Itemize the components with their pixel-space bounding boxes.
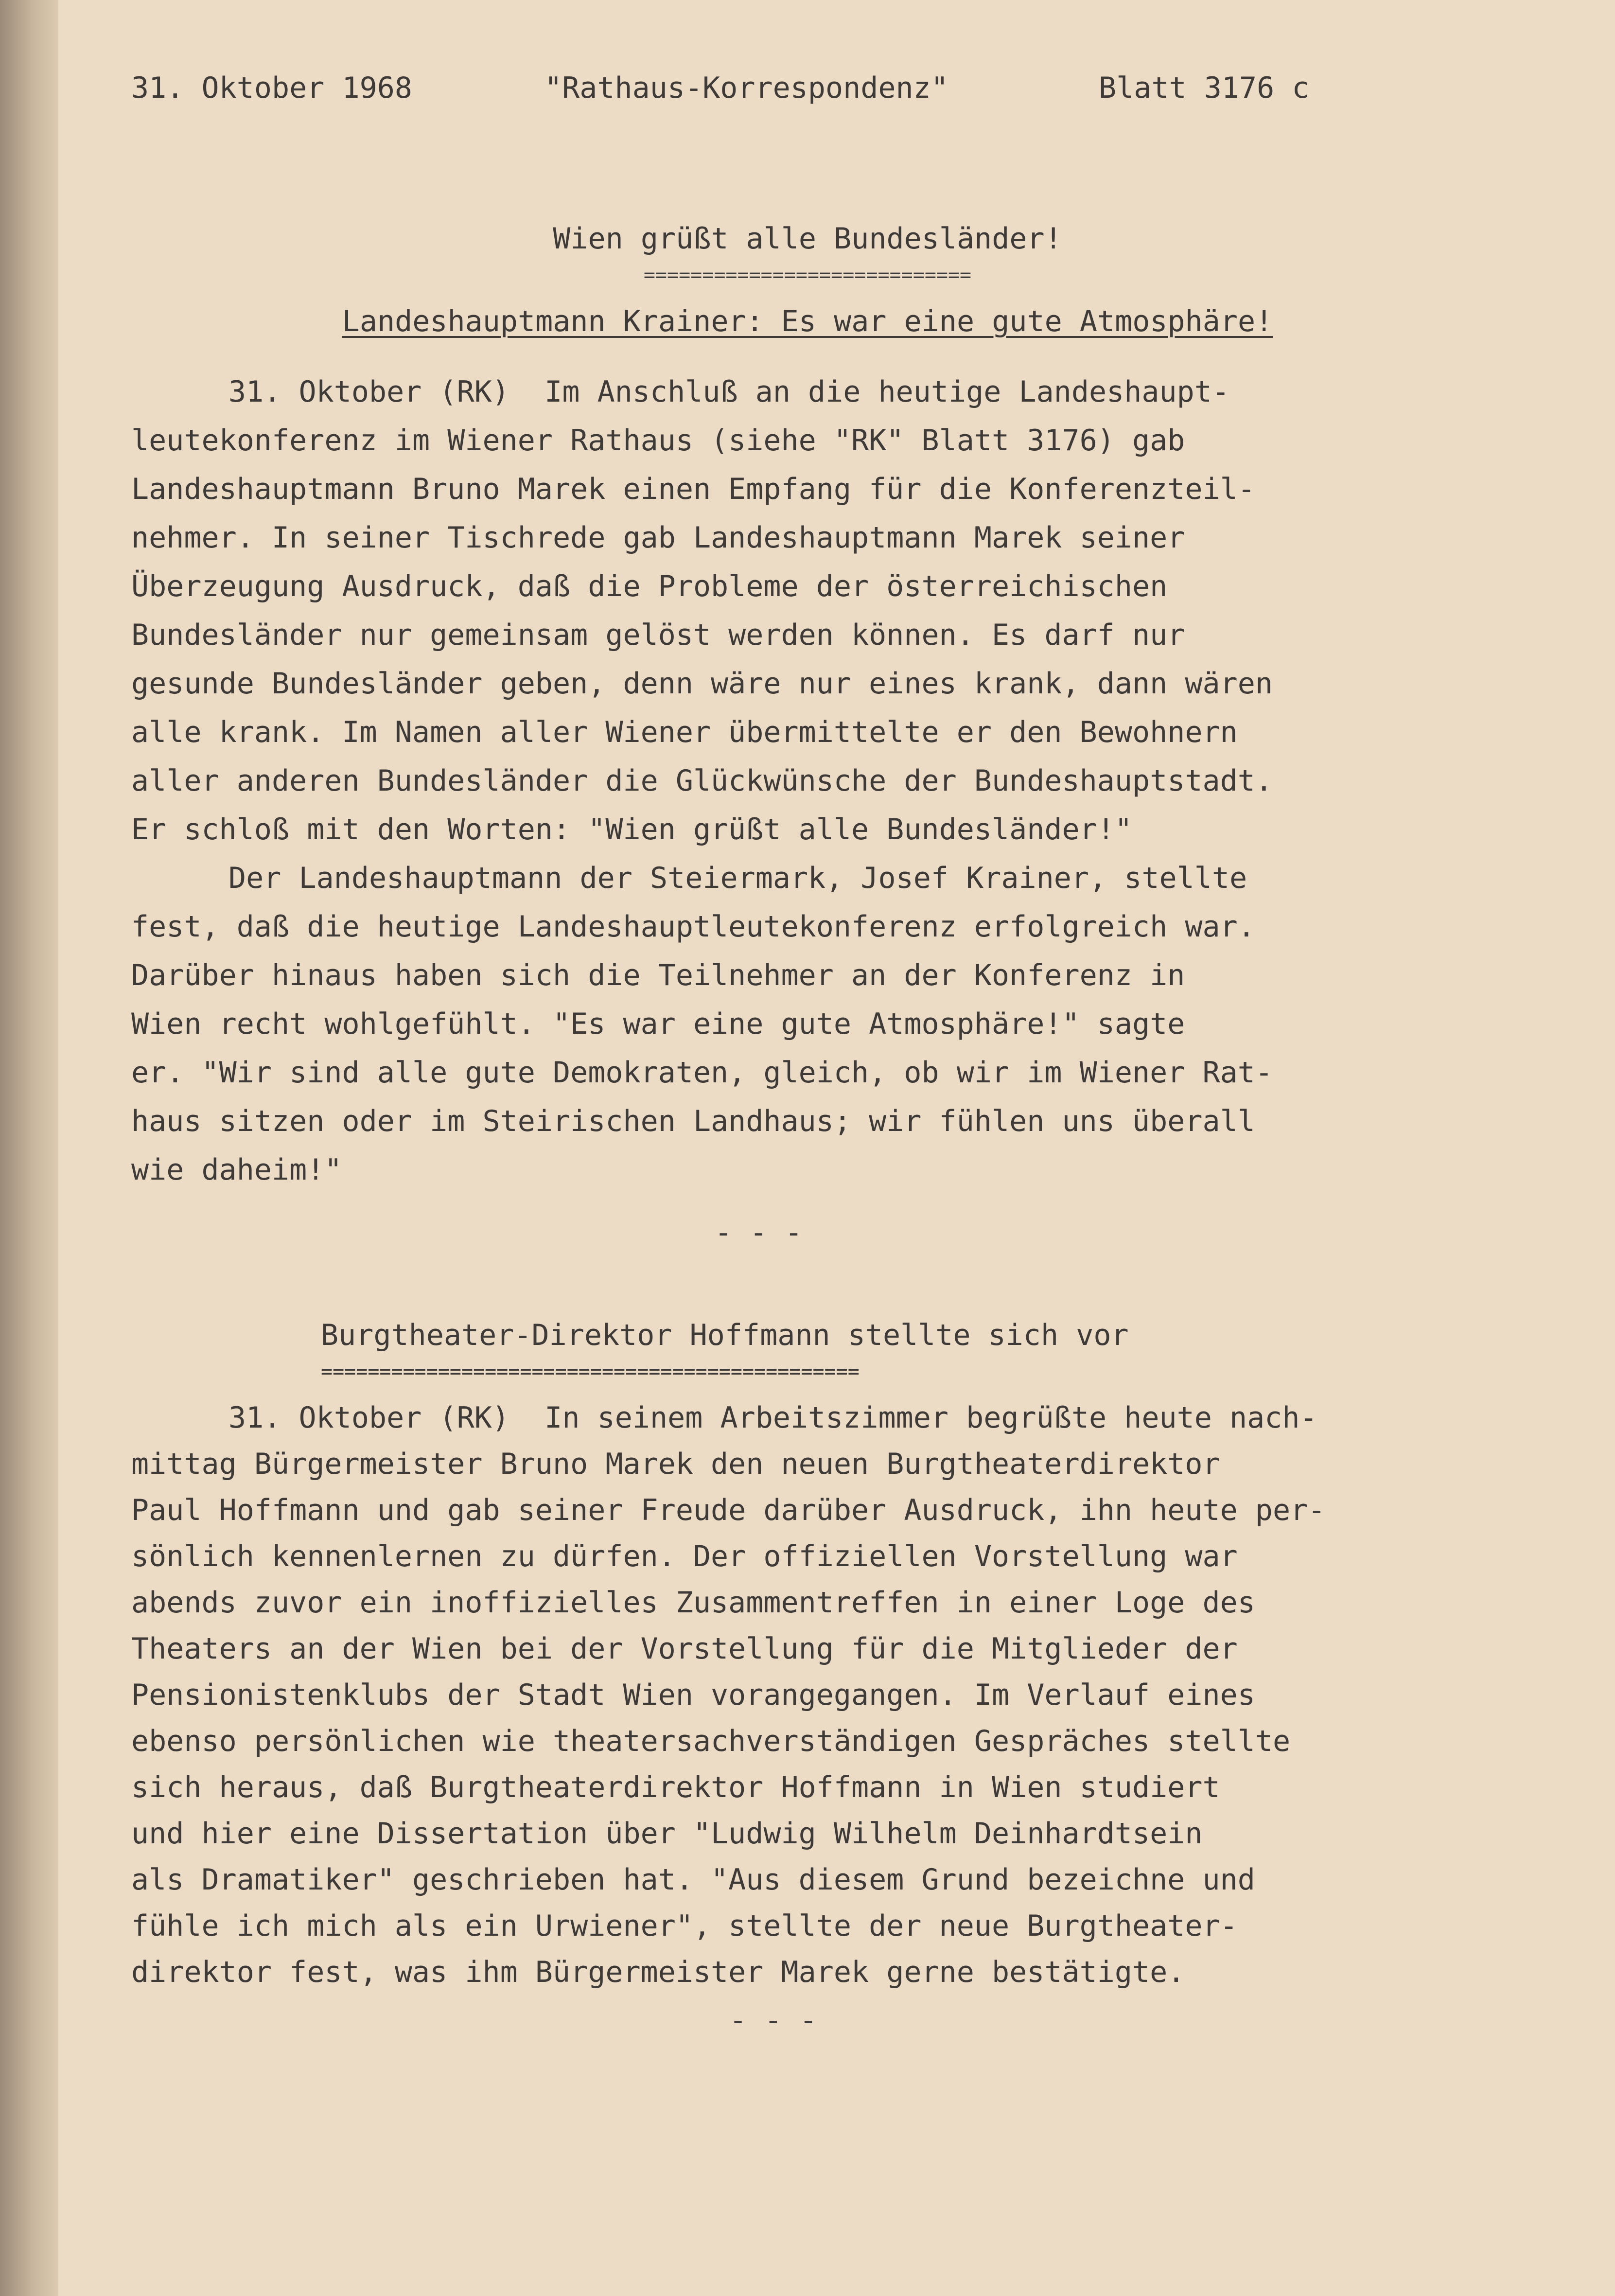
book-spine [0,0,58,2296]
article2-line: 31. Oktober (RK) In seinem Arbeitszimmer begrüßte heute nach- [228,1401,1317,1435]
article2-line: Pensionistenklubs der Stadt Wien vorangegangen. Im Verlauf eines [131,1678,1255,1712]
article1-subtitle: Landeshauptmann Krainer: Es war eine gute Atmosphäre! [342,304,1273,338]
article2-line: sich heraus, daß Burgtheaterdirektor Hoffmann in Wien studiert [131,1770,1220,1804]
header-date: 31. Oktober 1968 [131,71,412,105]
document-page [58,0,1615,2296]
article1-line: er. "Wir sind alle gute Demokraten, gleich, ob wir im Wiener Rat- [131,1056,1273,1090]
article1-line: wie daheim!" [131,1153,342,1187]
article1-title: Wien grüßt alle Bundesländer! [553,222,1062,256]
article2-line: als Dramatiker" geschrieben hat. "Aus diesem Grund bezeichne und [131,1863,1255,1897]
article2-line: sönlich kennenlernen zu dürfen. Der offiziellen Vorstellung war [131,1539,1238,1573]
article2-line: Paul Hoffmann und gab seiner Freude darüber Ausdruck, ihn heute per- [131,1493,1326,1527]
header-sheet: Blatt 3176 c [1099,71,1310,105]
article1-separator: - - - [715,1216,803,1250]
article1-line: fest, daß die heutige Landeshauptleutekonferenz erfolgreich war. [131,910,1255,944]
article1-line: Landeshauptmann Bruno Marek einen Empfang für die Konferenzteil- [131,472,1255,506]
article1-line: nehmer. In seiner Tischrede gab Landeshauptmann Marek seiner [131,521,1185,555]
article1-line: aller anderen Bundesländer die Glückwünsche der Bundeshauptstadt. [131,764,1273,798]
article2-line: abends zuvor ein inoffizielles Zusammentreffen in einer Loge des [131,1586,1255,1620]
article2-separator: - - - [729,2003,817,2037]
article2-line: fühle ich mich als ein Urwiener", stellte der neue Burgtheater- [131,1909,1238,1943]
article1-line: Er schloß mit den Worten: "Wien grüßt alle Bundesländer!" [131,812,1133,847]
article2-line: und hier eine Dissertation über "Ludwig Wilhelm Deinhardtsein [131,1817,1203,1851]
article1-line: Wien recht wohlgefühlt. "Es war eine gute Atmosphäre!" sagte [131,1007,1185,1041]
article2-line: ebenso persönlichen wie theatersachverständigen Gespräches stellte [131,1724,1291,1758]
article1-line: 31. Oktober (RK) Im Anschluß an die heutige Landeshaupt- [228,375,1230,409]
article1-line: gesunde Bundesländer geben, denn wäre nur eines krank, dann wären [131,667,1273,701]
article2-line: mittag Bürgermeister Bruno Marek den neuen Burgtheaterdirektor [131,1447,1220,1481]
article1-line: Darüber hinaus haben sich die Teilnehmer an der Konferenz in [131,958,1185,992]
article2-title: Burgtheater-Direktor Hoffmann stellte sich vor [321,1318,1129,1352]
article1-line: Überzeugung Ausdruck, daß die Probleme der österreichischen [131,569,1168,603]
article2-line: Theaters an der Wien bei der Vorstellung für die Mitglieder der [131,1632,1238,1666]
header-publication: "Rathaus-Korrespondenz" [544,71,948,105]
article2-title-rule: ============================================== [321,1360,860,1383]
article2-line: direktor fest, was ihm Bürgermeister Marek gerne bestätigte. [131,1955,1185,1989]
article1-title-rule: ============================ [643,264,972,286]
article1-line: haus sitzen oder im Steirischen Landhaus; wir fühlen uns überall [131,1104,1255,1138]
article1-line: alle krank. Im Namen aller Wiener übermittelte er den Bewohnern [131,715,1238,749]
article1-line: Bundesländer nur gemeinsam gelöst werden können. Es darf nur [131,618,1185,652]
article1-line: Der Landeshauptmann der Steiermark, Josef Krainer, stellte [228,861,1247,895]
article1-line: leutekonferenz im Wiener Rathaus (siehe "RK" Blatt 3176) gab [131,424,1185,458]
